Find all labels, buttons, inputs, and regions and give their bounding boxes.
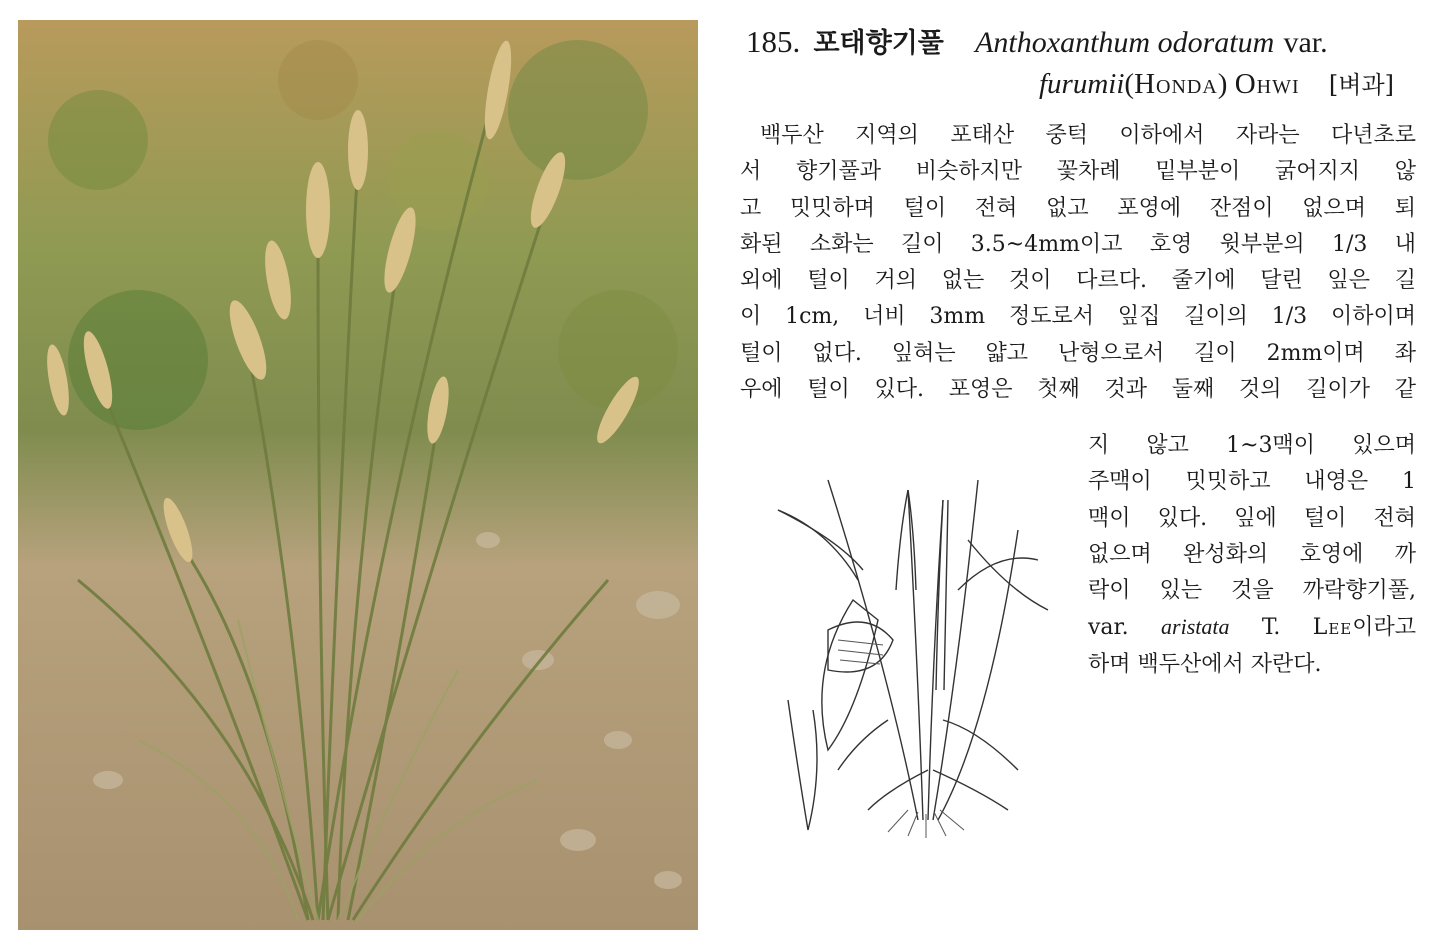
scientific-name: Anthoxanthum odoratum (975, 26, 1275, 59)
author-lee: Lee (1312, 615, 1353, 641)
text-line: 주맥이 밋밋하고 내영은 1 (1088, 469, 1416, 495)
text-line: 화된 소화는 길이 3.5~4mm이고 호영 윗부분의 1/3 내 (740, 231, 1416, 257)
variety-aristata: aristata (1161, 614, 1230, 640)
entry-number: 185. (746, 24, 801, 59)
author-ohwi: Ohwi (1234, 68, 1300, 100)
variety-name: furumii (1038, 68, 1125, 100)
text-line: 고 밋밋하며 털이 전혀 없고 포영에 잔점이 없으며 퇴 (740, 195, 1416, 221)
entry-subtitle (1039, 64, 1394, 105)
family-name: [벼과] (1328, 71, 1394, 99)
text-line: 없으며 완성화의 호영에 까 (1088, 541, 1416, 567)
text-line: 외에 털이 거의 없는 것이 다르다. 줄기에 달린 잎은 길 (740, 268, 1416, 294)
author-honda: Honda (1134, 68, 1218, 100)
description-side-text (1088, 428, 1416, 683)
entry-title (746, 22, 1406, 64)
grass-photo-icon (18, 20, 698, 930)
author-open: ( (1124, 68, 1135, 100)
korean-name: 포태향기풀 (813, 28, 944, 59)
text-line: 하며 백두산에서 자란다. (1088, 651, 1322, 677)
grass-illustration (768, 470, 1068, 840)
text-line: 맥이 있다. 잎에 털이 전혀 (1088, 505, 1416, 531)
text-line: 지 않고 1~3맥이 있으며 (1088, 433, 1416, 458)
text-suffix: 이라고 (1352, 615, 1416, 641)
var-label: var. (1283, 26, 1328, 59)
description-text (740, 118, 1416, 408)
text-line: 백두산 지역의 포태산 중턱 이하에서 자라는 다년초로 (760, 123, 1416, 148)
text-line: 털이 없다. 잎혀는 얇고 난형으로서 길이 2mm이며 좌 (740, 340, 1416, 366)
text-line: 이 1cm, 너비 3mm 정도로서 잎집 길이의 1/3 이하이며 (740, 304, 1416, 330)
text-line: 락이 있는 것을 까락향기풀, (1088, 578, 1416, 604)
text-line: 우에 털이 있다. 포영은 첫째 것과 둘째 것의 길이가 같 (740, 377, 1416, 403)
text-line (1088, 609, 1416, 646)
text-line: 서 향기풀과 비슷하지만 꽃차례 밑부분이 굵어지지 않 (740, 159, 1416, 185)
var-word: var. (1088, 615, 1129, 641)
grass-illustration-icon (768, 470, 1068, 840)
grass-photo (18, 20, 698, 930)
author-initial: T. (1261, 615, 1281, 641)
author-close: ) (1217, 68, 1228, 100)
